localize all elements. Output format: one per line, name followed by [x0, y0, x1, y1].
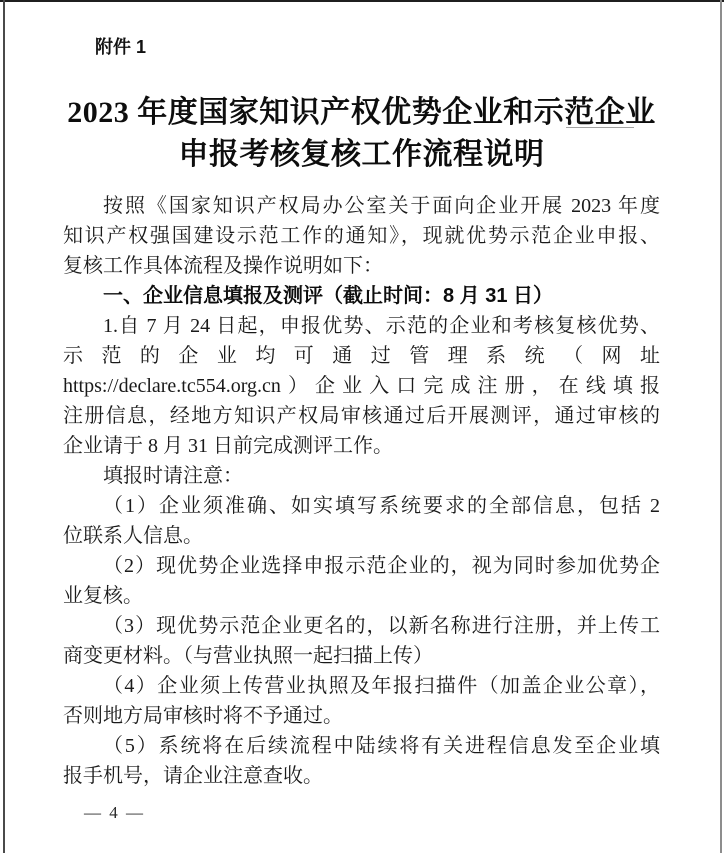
text-line: https://declare.tc554.org.cn）企业入口完成注册，在线填报: [63, 375, 660, 397]
section-heading: 一、企业信息填报及测评（截止时间：8 月 31 日）: [103, 285, 554, 307]
text-line: 注册信息，经地方知识产权局审核通过后开展测评，通过审核的: [63, 405, 660, 427]
document-body: [63, 191, 660, 791]
document-title: [63, 92, 660, 176]
text-line: 否则地方局审核时将不予通过。: [63, 705, 343, 727]
text-line: 填报时请注意：: [103, 465, 243, 487]
text-line: （4）企业须上传营业执照及年报扫描件（加盖企业公章），: [103, 675, 660, 697]
text-line: 业复核。: [63, 585, 143, 607]
document-content: [63, 0, 660, 791]
page-number: — 4 —: [84, 803, 145, 822]
text-line: 1.自 7 月 24 日起，申报优势、示范的企业和考核复核优势、: [103, 315, 660, 337]
text-line: 报手机号，请企业注意查收。: [63, 765, 323, 787]
text-line: 复核工作具体流程及操作说明如下：: [63, 255, 383, 277]
text-line: （1）企业须准确、如实填写系统要求的全部信息，包括 2: [103, 495, 660, 517]
text-line: 商变更材料。（与营业执照一起扫描上传）: [63, 645, 433, 667]
document-title-line1: 2023 年度国家知识产权优势企业和示范企业: [67, 96, 656, 129]
text-line: 企业请于 8 月 31 日前完成测评工作。: [63, 435, 393, 457]
text-line: 示范的企业均可通过管理系统（网址: [63, 345, 660, 367]
page-border-right: [720, 0, 722, 853]
text-line: （2）现优势企业选择申报示范企业的，视为同时参加优势企: [103, 555, 660, 577]
text-line: 位联系人信息。: [63, 525, 203, 547]
text-line: 知识产权强国建设示范工作的通知》，现就优势示范企业申报、: [63, 225, 660, 247]
attachment-label: 附件 1: [95, 37, 147, 57]
text-line: 按照《国家知识产权局办公室关于面向企业开展 2023 年度: [103, 195, 660, 217]
text-line: （3）现优势示范企业更名的，以新名称进行注册，并上传工: [103, 615, 660, 637]
text-line: （5）系统将在后续流程中陆续将有关进程信息发至企业填: [103, 735, 660, 757]
page-border-left: [3, 0, 5, 853]
document-title-line2: 申报考核复核工作流程说明: [178, 138, 545, 171]
